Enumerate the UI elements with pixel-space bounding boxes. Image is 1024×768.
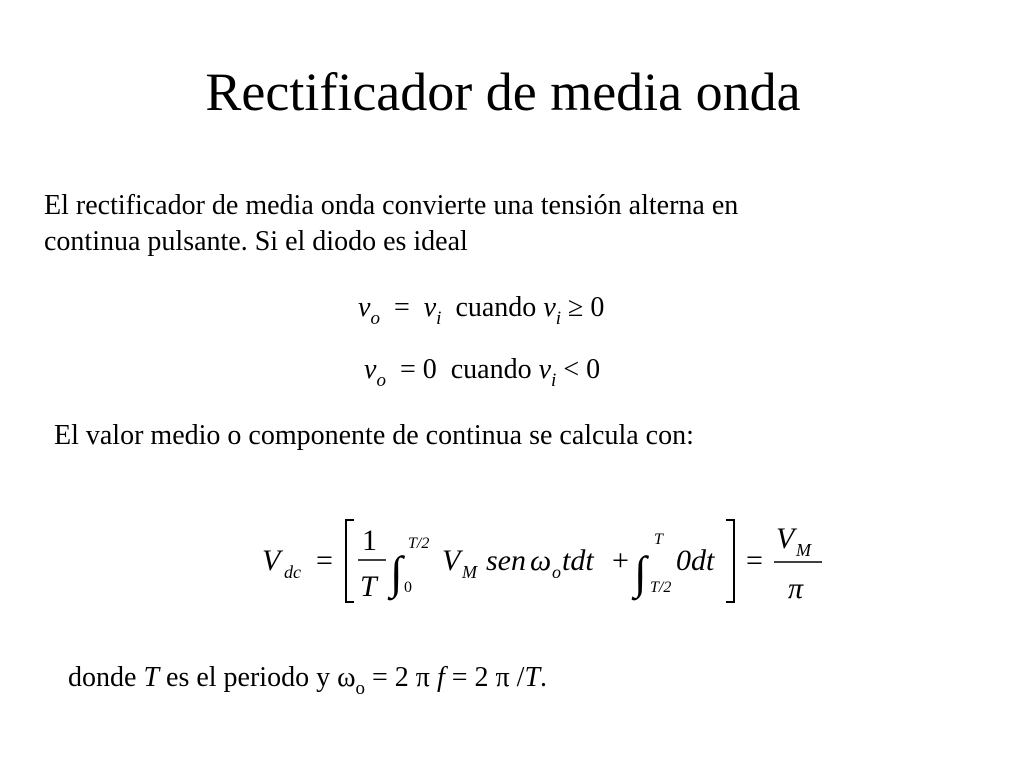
right-bracket bbox=[726, 520, 734, 602]
cuando-word: cuando bbox=[455, 292, 537, 323]
integral-sign-2: ∫ bbox=[634, 547, 647, 598]
sen-function: sen bbox=[486, 544, 526, 577]
condition-equation-2 bbox=[364, 354, 601, 391]
cond-subscript: i bbox=[555, 308, 562, 329]
vo-symbol: v bbox=[364, 354, 377, 385]
note-prefix: donde bbox=[68, 662, 137, 693]
integral-1-upper: T/2 bbox=[408, 535, 430, 552]
note-eq1: = 2 π bbox=[372, 662, 430, 693]
dc-value-formula bbox=[250, 508, 850, 608]
slide-title: Rectificador de media onda bbox=[205, 62, 801, 122]
equals-sign: = bbox=[316, 544, 333, 577]
vo-subscript: o bbox=[370, 308, 380, 329]
intro-line-2: continua pulsante. Si el diodo es ideal bbox=[44, 226, 468, 257]
integral-2-upper: T bbox=[654, 531, 663, 548]
intro-line-1: El rectificador de media onda convierte una tensión alterna en bbox=[44, 190, 739, 221]
fraction-denominator: T bbox=[360, 570, 377, 603]
vi-symbol: v bbox=[423, 292, 437, 323]
result-denominator: π bbox=[788, 572, 804, 605]
tdt-term: tdt bbox=[562, 544, 594, 577]
zero-dt-term: 0dt bbox=[676, 544, 715, 577]
vm-symbol: V bbox=[442, 544, 461, 577]
result-numerator: V bbox=[776, 522, 795, 555]
note-omega-subscript: o bbox=[355, 678, 366, 699]
vm-subscript: M bbox=[462, 562, 477, 582]
vdc-symbol: V bbox=[262, 544, 281, 577]
vi-subscript: i bbox=[436, 308, 442, 329]
cond-var: v bbox=[538, 354, 552, 385]
condition-equation-1 bbox=[358, 292, 605, 329]
plus-sign: + bbox=[612, 544, 629, 577]
note-middle: es el periodo y bbox=[166, 662, 331, 693]
integral-1-lower: 0 bbox=[404, 579, 412, 596]
cond-operator: < 0 bbox=[563, 354, 601, 385]
vdc-subscript: dc bbox=[284, 562, 301, 582]
left-bracket bbox=[346, 520, 354, 602]
intro-paragraph bbox=[44, 188, 738, 260]
mean-value-text: El valor medio o componente de continua se calcula con: bbox=[54, 420, 694, 451]
omega-symbol: ω bbox=[530, 544, 552, 577]
note-T2: T bbox=[524, 662, 541, 693]
period-note bbox=[68, 658, 547, 701]
note-end: . bbox=[540, 662, 548, 693]
result-numerator-subscript: M bbox=[796, 540, 811, 560]
note-T: T bbox=[143, 662, 160, 693]
equals-zero: = 0 bbox=[399, 354, 437, 385]
omega-subscript: o bbox=[552, 562, 561, 582]
equals-sign: = bbox=[393, 292, 410, 323]
fraction-numerator: 1 bbox=[362, 524, 377, 557]
note-eq2: = 2 π / bbox=[451, 662, 525, 693]
cuando-word: cuando bbox=[450, 354, 532, 385]
integral-sign-1: ∫ bbox=[390, 547, 403, 598]
equals-sign-2: = bbox=[746, 544, 763, 577]
cond-var: v bbox=[543, 292, 556, 323]
note-f: f bbox=[436, 662, 445, 693]
cond-operator: ≥ 0 bbox=[568, 292, 605, 323]
integral-2-lower: T/2 bbox=[650, 579, 672, 596]
vo-subscript: o bbox=[376, 370, 386, 391]
vo-symbol: v bbox=[358, 292, 371, 323]
cond-subscript: i bbox=[551, 370, 557, 391]
note-omega: ω bbox=[337, 662, 356, 693]
